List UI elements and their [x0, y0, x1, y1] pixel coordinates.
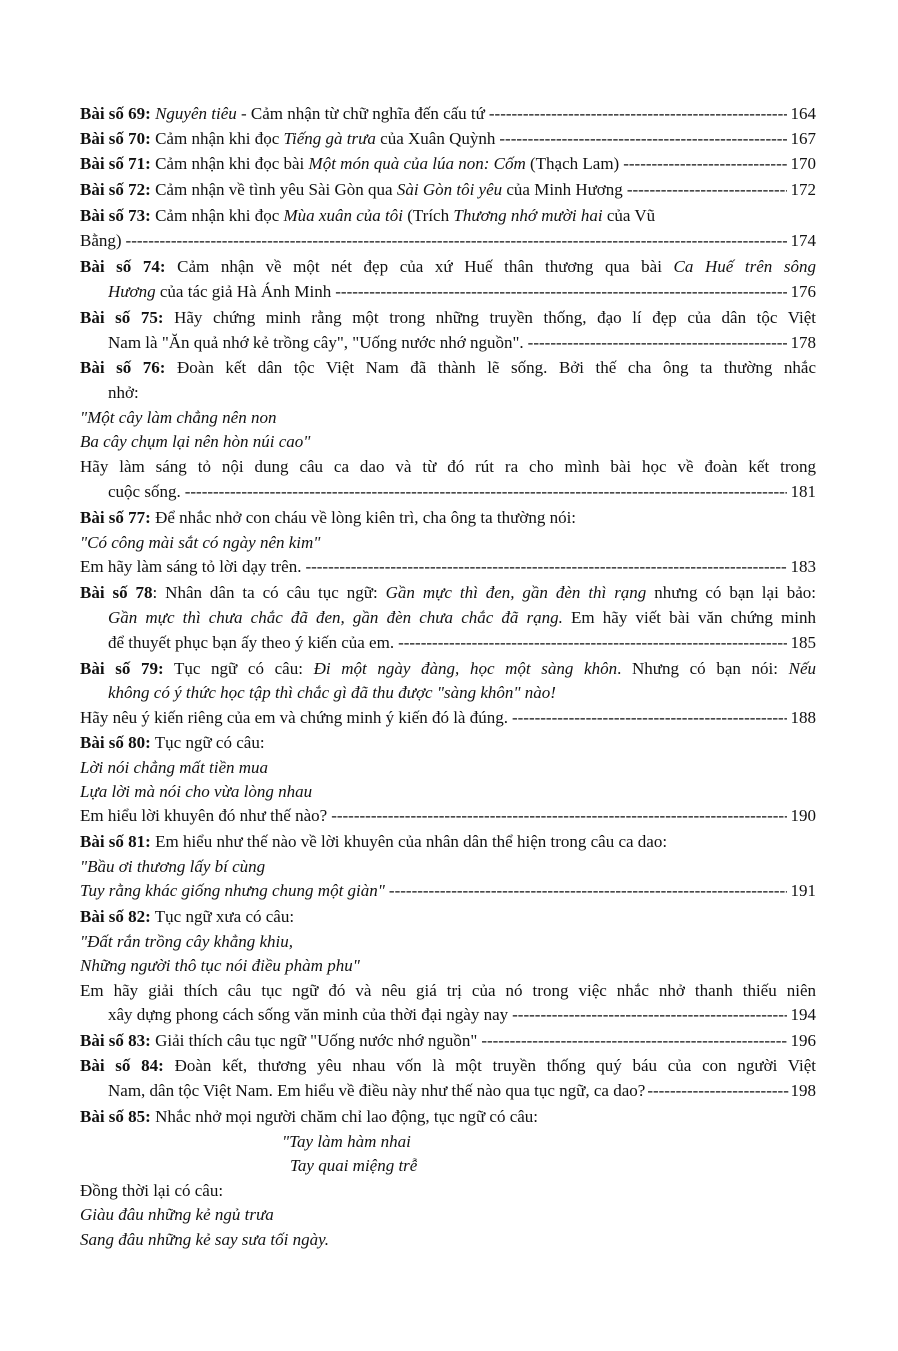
entry-title-italic: Đi một ngày đàng, học một sàng khôn: [313, 659, 618, 678]
toc-entry-74: [80, 254, 816, 279]
entry-text: Em hiểu lời khuyên đó như thế nào?: [80, 806, 328, 825]
page-number: 191: [790, 881, 816, 900]
page-number: 172: [790, 180, 816, 199]
entry-text: Tục ngữ xưa có câu:: [150, 907, 295, 926]
entry-label: Bài số 69:: [80, 104, 151, 123]
entry-title-italic: Mùa xuân của tôi: [283, 206, 403, 225]
entry-text: Nam, dân tộc Việt Nam. Em hiểu về điều này như thế nào qua tục ngữ, ca dao?: [108, 1081, 646, 1100]
entry-text: của Minh Hương: [502, 180, 623, 199]
toc-entry-84: [80, 1053, 816, 1078]
page-number: 183: [790, 557, 816, 576]
dot-leader: [335, 279, 786, 304]
toc-entry-80-cont: [80, 803, 816, 828]
quote-line: Tay quai miệng trễ: [290, 1156, 418, 1175]
dot-leader: [623, 151, 786, 176]
toc-entry-74-cont: [108, 279, 816, 304]
entry-text: Đoàn kết dân tộc Việt Nam đã thành lẽ sống. Bởi thế cha ông ta thường nhắc: [165, 358, 816, 377]
dot-leader: [489, 101, 787, 126]
entry-text: của Xuân Quỳnh: [375, 129, 496, 148]
entry-text: của Vũ: [602, 206, 656, 225]
entry-text: Cảm nhận khi đọc bài: [150, 154, 309, 173]
entry-title-italic: Thương nhớ mười hai: [453, 206, 603, 225]
toc-entry-77: [80, 505, 816, 530]
page-number: 188: [790, 708, 816, 727]
entry-text: Em hãy làm sáng tỏ lời dạy trên.: [80, 557, 302, 576]
entry-label: Bài số 84:: [80, 1056, 164, 1075]
entry-label: Bài số 70:: [80, 129, 151, 148]
quote-line: Tuy rằng khác giống nhưng chung một giàn": [80, 881, 385, 900]
entry-text: Em hiểu như thế nào về lời khuyên của nhân dân thể hiện trong câu ca dao:: [150, 832, 668, 851]
entry-label: Bài số 73:: [80, 206, 151, 225]
quote-line: "Đất rắn trồng cây khẳng khiu,: [80, 932, 293, 951]
dot-leader: [647, 1078, 788, 1103]
entry-label: Bài số 83:: [80, 1031, 151, 1050]
entry-text-line: Đồng thời lại có câu:: [80, 1181, 224, 1200]
toc-entry-85: [80, 1104, 816, 1129]
entry-title-italic: Nếu: [788, 659, 816, 678]
entry-text-line: [108, 605, 816, 630]
page-number: 170: [790, 154, 816, 173]
toc-entry-71: [80, 151, 816, 176]
toc-entry-78: [80, 580, 816, 605]
entry-title-italic: Gần mực thì đen, gần đèn thì rạng: [385, 583, 647, 602]
entry-text: xây dựng phong cách sống văn minh của thời đại ngày nay: [108, 1005, 509, 1024]
entry-text: (Thạch Lam): [525, 154, 620, 173]
page-number: 190: [790, 806, 816, 825]
quote-line: Lời nói chẳng mất tiền mua: [80, 758, 269, 777]
entry-text-line: Hãy làm sáng tỏ nội dung câu ca dao và từ đó rút ra cho mình bài học về đoàn kết trong: [80, 457, 816, 476]
quote-line: "Tay làm hàm nhai: [282, 1132, 411, 1151]
toc-entry-81: [80, 829, 816, 854]
page-number: 178: [790, 333, 816, 352]
page-number: 164: [790, 104, 816, 123]
dot-leader: [389, 878, 787, 903]
toc-entry-79-cont: [80, 705, 816, 730]
entry-text: Cảm nhận khi đọc: [150, 129, 284, 148]
entry-text: Cảm nhận khi đọc: [150, 206, 284, 225]
entry-text: để thuyết phục bạn ấy theo ý kiến của em.: [108, 633, 395, 652]
toc-entry-83: [80, 1028, 816, 1053]
entry-title-italic: Gần mực thì chưa chắc đã đen, gần đèn chưa chắc đã rạng.: [108, 608, 563, 627]
quote-line: Giàu đâu những kẻ ngủ trưa: [80, 1205, 274, 1224]
entry-label: Bài số 77:: [80, 508, 151, 527]
entry-text-line: không có ý thức học tập thì chắc gì đã thu được "sàng khôn" nào!: [108, 683, 556, 702]
entry-text: của tác giả Hà Ánh Minh: [155, 282, 332, 301]
toc-entry-75: [80, 305, 816, 330]
page-number: 185: [790, 633, 816, 652]
quote-line: "Một cây làm chẳng nên non: [80, 408, 277, 427]
entry-label: Bài số 71:: [80, 154, 151, 173]
quote-line: Ba cây chụm lại nên hòn núi cao": [80, 432, 311, 451]
quote-line: Sang đâu những kẻ say sưa tối ngày.: [80, 1230, 329, 1249]
toc-entry-84-cont: [108, 1078, 816, 1103]
toc-entry-79: [80, 656, 816, 681]
entry-label: Bài số 74:: [80, 257, 166, 276]
entry-label: Bài số 78: [80, 583, 153, 602]
dot-leader: [481, 1028, 786, 1053]
entry-label: Bài số 80:: [80, 733, 151, 752]
entry-label: Bài số 75:: [80, 308, 164, 327]
toc-entry-72: [80, 177, 816, 202]
entry-title-italic: Một món quà của lúa non: Cốm: [308, 154, 526, 173]
entry-text: Đoàn kết, thương yêu nhau vốn là một truyền thống quý báu của con người Việt: [163, 1056, 816, 1075]
entry-text: Nam là "Ăn quả nhớ kẻ trồng cây", "Uống nước nhớ nguồn".: [108, 333, 524, 352]
dot-leader: [499, 126, 786, 151]
dot-leader: [126, 228, 787, 253]
quote-line: Lựa lời mà nói cho vừa lòng nhau: [80, 782, 313, 801]
toc-entry-69: [80, 101, 816, 126]
entry-text: Cảm nhận về một nét đẹp của xứ Huế thân thương qua bài: [165, 257, 674, 276]
dot-leader: [512, 1002, 786, 1027]
entry-label: Bài số 82:: [80, 907, 151, 926]
toc-entry-73-cont: [80, 228, 816, 253]
toc-entry-78-cont: [108, 630, 816, 655]
toc-entry-77-cont: [80, 554, 816, 579]
toc-entry-70: [80, 126, 816, 151]
entry-label: Bài số 76:: [80, 358, 166, 377]
entry-text: - Cảm nhận từ chữ nghĩa đến cấu tứ: [236, 104, 485, 123]
page-number: 198: [790, 1081, 816, 1100]
dot-leader: [528, 330, 787, 355]
entry-text: Tục ngữ có câu:: [163, 659, 314, 678]
toc-entry-82: [80, 904, 816, 929]
dot-leader: [185, 479, 787, 504]
entry-title-italic: Nguyên tiêu: [155, 104, 237, 123]
entry-text: Nhắc nhở mọi người chăm chỉ lao động, tục ngữ có câu:: [150, 1107, 539, 1126]
entry-text: Để nhắc nhở con cháu về lòng kiên trì, cha ông ta thường nói:: [150, 508, 577, 527]
entry-label: Bài số 79:: [80, 659, 164, 678]
entry-text: (Trích: [402, 206, 454, 225]
quote-line: "Có công mài sắt có ngày nên kim": [80, 533, 321, 552]
entry-text: Giải thích câu tục ngữ "Uống nước nhớ nguồn": [150, 1031, 478, 1050]
entry-text: Hãy nêu ý kiến riêng của em và chứng minh ý kiến đó là đúng.: [80, 708, 508, 727]
entry-title-italic: Tiếng gà trưa: [283, 129, 376, 148]
dot-leader: [331, 803, 786, 828]
entry-text: Em hãy viết bài văn chứng minh: [562, 608, 816, 627]
page-number: 181: [790, 482, 816, 501]
toc-entry-76: [80, 355, 816, 380]
dot-leader: [512, 705, 787, 730]
page-number: 194: [790, 1005, 816, 1024]
page-number: 167: [790, 129, 816, 148]
entry-text: Bằng): [80, 231, 122, 250]
toc-entry-81-cont: [80, 878, 816, 903]
entry-text: : Nhân dân ta có câu tục ngữ:: [152, 583, 386, 602]
toc-entry-82-cont: [108, 1002, 816, 1027]
toc-entry-73: [80, 203, 816, 228]
entry-title-italic: Sài Gòn tôi yêu: [396, 180, 503, 199]
quote-line: "Bầu ơi thương lấy bí cùng: [80, 857, 266, 876]
page-number: 174: [790, 231, 816, 250]
page-number: 196: [790, 1031, 816, 1050]
dot-leader: [627, 177, 787, 202]
entry-title-italic: Hương: [108, 282, 156, 301]
page-number: 176: [790, 282, 816, 301]
toc-entry-76-cont: [108, 479, 816, 504]
entry-text: Hãy chứng minh rằng một trong những truyền thống, đạo lí đẹp của dân tộc Việt: [163, 308, 816, 327]
toc-entry-80: [80, 730, 816, 755]
dot-leader: [305, 554, 786, 579]
entry-text: . Nhưng có bạn nói:: [617, 659, 789, 678]
entry-text: nhưng có bạn lại bảo:: [646, 583, 816, 602]
entry-label: Bài số 81:: [80, 832, 151, 851]
entry-label: Bài số 72:: [80, 180, 151, 199]
entry-text: Tục ngữ có câu:: [150, 733, 265, 752]
entry-text-line: nhở:: [108, 383, 139, 402]
entry-text: cuộc sống.: [108, 482, 181, 501]
entry-text: Cảm nhận về tình yêu Sài Gòn qua: [150, 180, 397, 199]
entry-title-italic: Ca Huế trên sông: [673, 257, 816, 276]
entry-text-line: Em hãy giải thích câu tục ngữ đó và nêu giá trị của nó trong việc nhắc nhở thanh thiếu niên: [80, 981, 816, 1000]
toc-entry-75-cont: [108, 330, 816, 355]
entry-label: Bài số 85:: [80, 1107, 151, 1126]
quote-line: Những người thô tục nói điều phàm phu": [80, 956, 360, 975]
dot-leader: [398, 630, 786, 655]
